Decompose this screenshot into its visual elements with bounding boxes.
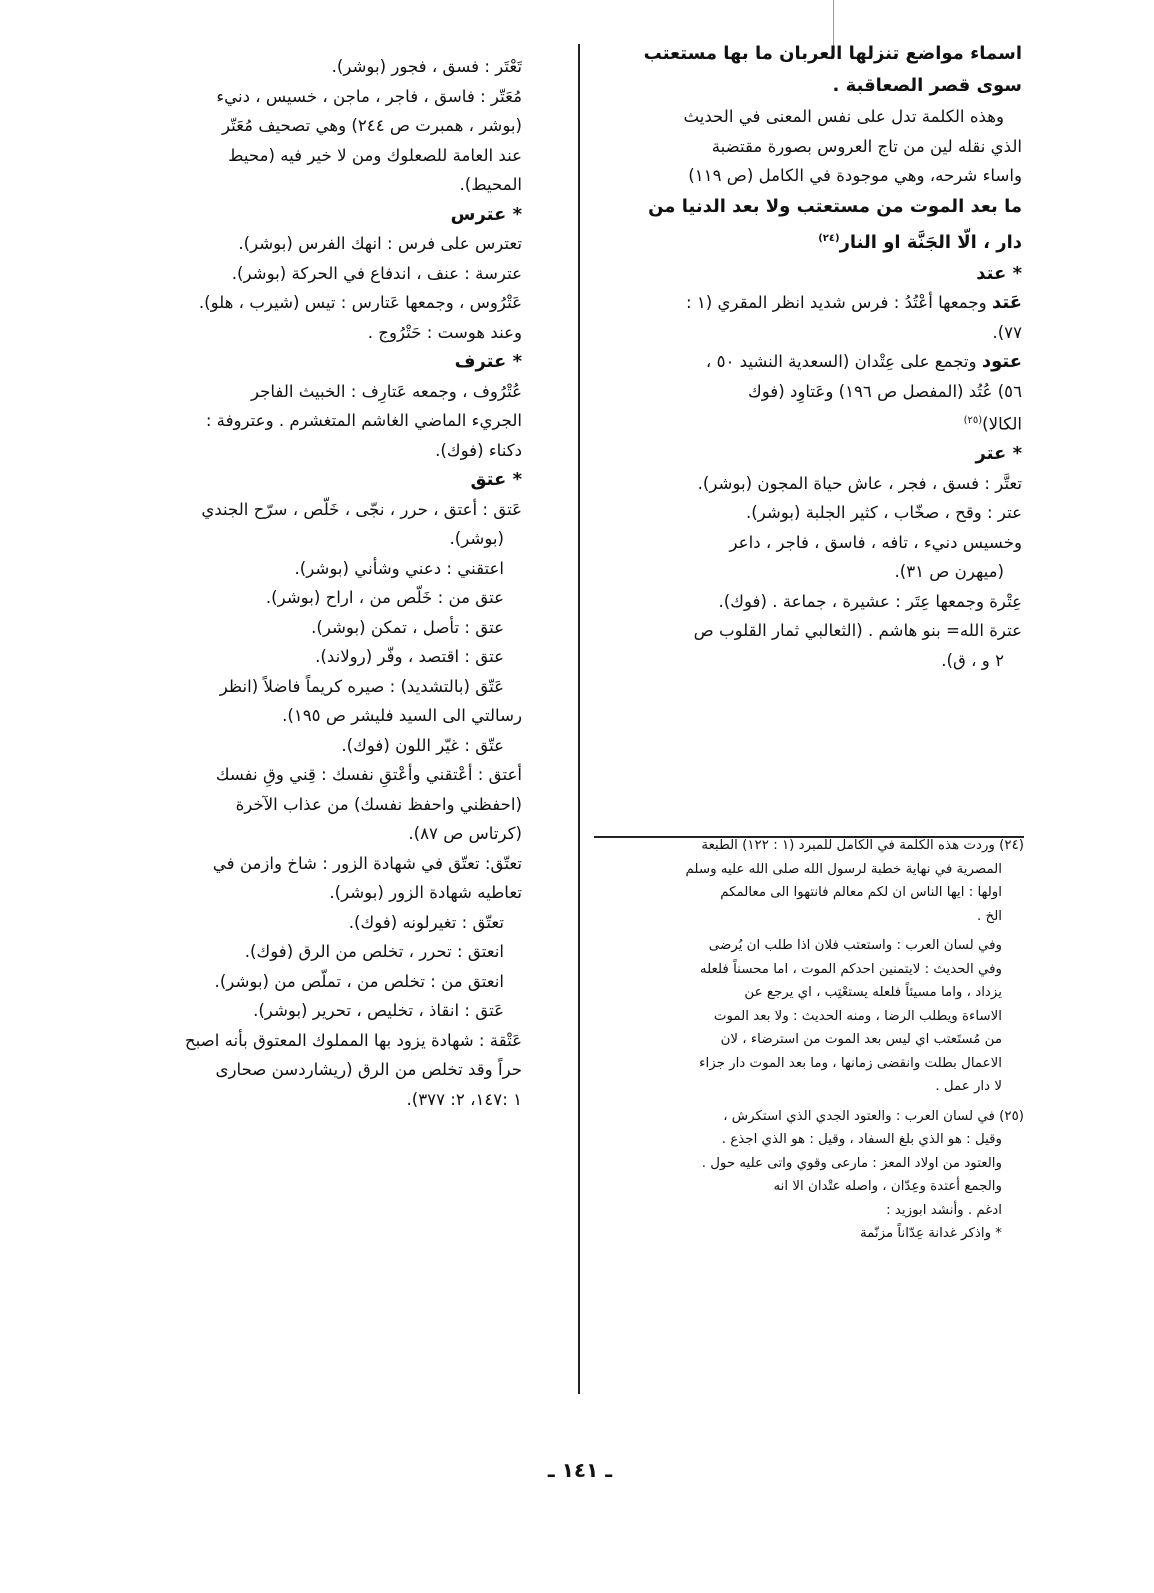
footnote-line: الاعمال بطلت وانقضى زمانها ، وما بعد الموت دار جزاء — [699, 1055, 1002, 1071]
entry-line: (احفظني واحفظ نفسك) من عذاب الآخرة — [235, 794, 522, 814]
entry-line: ٢ و ، ق). — [941, 650, 1004, 670]
entry-line: عَتق : أعتق ، حرر ، نجّى ، خَلّص ، سرّح الجندي — [201, 499, 522, 519]
footnote-line: المصرية في نهاية خطبة لرسول الله صلى الله عليه وسلم — [685, 861, 1002, 877]
footnote-line: * واذكر غدانة عِدّاناً مزنّمة — [859, 1226, 1002, 1241]
entry-line: المحيط). — [459, 175, 522, 194]
entry-line: دكناء (فوك). — [435, 440, 522, 460]
entry-line: ٥٦) عُتُد (المفصل ص ١٩٦) وعَتاوِد (فوك — [748, 381, 1022, 401]
entry-line: (بوشر ، همبرت ص ٢٤٤) وهي تصحيف مُعَتّر — [222, 116, 522, 135]
entry-line: أعتق : أعْتقني وأعْتقِ نفسك : قِني وقِ نفسك — [215, 765, 522, 784]
quote-text: دار ، الّا الجَنَّة او النار — [839, 231, 1022, 253]
footnote-line: الخ . — [977, 908, 1002, 924]
entry-line — [590, 288, 1022, 318]
entry-line: تعتَّر : فسق ، فجر ، عاش حياة المجون (بوشر). — [697, 473, 1022, 493]
footnote-line: من مُستَعتب اي ليس بعد الموت من استرضاء ، لان — [720, 1032, 1002, 1047]
entry-line: تعاطيه شهادة الزور (بوشر). — [329, 883, 522, 902]
entry-line: (بوشر). — [449, 529, 504, 548]
footnote-line: (٢٥) في لسان العرب : والعتود الجدي الذي استكرش ، — [723, 1108, 1024, 1124]
entry-line: (كرتاس ص ٨٧). — [408, 824, 522, 843]
entry-line: عَتْقة : شهادة يزود بها المملوك المعتوق بأنه اصبح — [184, 1030, 522, 1050]
entry-line: حراً وقد تخلص من الرق (ريشاردسن صحارى — [215, 1060, 522, 1079]
entry-line: عتق من : خَلّص من ، اراح (بوشر). — [265, 588, 504, 607]
entry-line: عتر : وقح ، صخّاب ، كثير الجلبة (بوشر). — [745, 503, 1022, 523]
footnote-ref: (٢٥) — [963, 415, 983, 426]
footnote-line: لا دار عمل . — [935, 1079, 1002, 1094]
entry-line: عند العامة للصعلوك ومن لا خير فيه (محيط — [228, 145, 522, 165]
section-head-atras: * عترس — [76, 200, 522, 230]
footnote-line: وقيل : هو الذي بلغ السفاد ، وقيل : هو الذي اجذع . — [721, 1132, 1002, 1147]
entry-line: تعترس على فرس : انهك الفرس (بوشر). — [238, 234, 522, 253]
footnote-line: يزداد ، واما مسيئاً فلعله يستعْتِب ، اي يرجع عن — [744, 985, 1002, 1000]
heading-line: سوى قصر الصعاقبة . — [832, 75, 1022, 96]
entry-line — [590, 406, 1022, 439]
paragraph-line: وهذه الكلمة تدل على نفس المعنى في الحديث — [683, 107, 1004, 126]
entry-line: تَعْتَر : فسق ، فجور (بوشر). — [331, 57, 522, 76]
footnote-line: وفي لسان العرب : واستعتب فلان اذا طلب ان يُرضى — [708, 938, 1002, 953]
entry-line: وخسيس دنيء ، تافه ، فاسق ، فاجر ، داعر — [729, 532, 1022, 552]
entry-line: عترسة : عنف ، اندفاع في الحركة (بوشر). — [231, 263, 522, 283]
entry-line: عِتْرة وجمعها عِتَر : عشيرة ، جماعة . (فوك). — [718, 591, 1022, 611]
footnote-line: (٢٤) وردت هذه الكلمة في الكامل للمبرد (١ : ١٢٢) الطبعة — [701, 838, 1024, 853]
section-head-atraf: * عترف — [76, 347, 522, 377]
footnote-line: والعتود من اولاد المعز : مارعى وقوي واتى عليه حول . — [701, 1155, 1002, 1171]
footnote-line: الاساءة ويطلب الرضا ، ومنه الحديث : ولا بعد الموت — [713, 1008, 1002, 1024]
entry-line: (ميهرن ص ٣١). — [894, 562, 1004, 582]
footnote-ref: (٢٤) — [818, 232, 840, 244]
entry-line: وعند هوست : حَتْرُوج . — [367, 322, 522, 342]
entry-line: مُعَتّر : فاسق ، فاجر ، ماجن ، خسيس ، دنيء — [216, 86, 522, 106]
entry-line: تعتّق: تعتّق في شهادة الزور : شاخ وازمن في — [212, 853, 522, 873]
paragraph-line: الذي نقله لين من تاج العروس بصورة مقتضبة — [711, 136, 1022, 156]
footnotes — [592, 834, 1024, 1246]
paragraph-line: واساء شرحه، وهي موجودة في الكامل (ص ١١٩) — [688, 166, 1022, 185]
entry-line: عتق : اقتصد ، وفّر (رولاند). — [315, 647, 504, 666]
entry-line: انعتق من : تخلص من ، تملّص من (بوشر). — [214, 971, 504, 991]
entry-text: وتجمع على عِتْدان (السعدية النشيد ٥٠ ، — [705, 352, 977, 371]
footnote-line: والجمع أعتدة وعِدّان ، واصله عتْدان الا انه — [773, 1179, 1002, 1194]
entry-line: عَتْرُوس ، وجمعها عَتارس : تيس (شيرب ، هلو). — [198, 293, 522, 312]
entry-text: وجمعها أعْتُدُ : فرس شديد انظر المقري (١ : — [686, 293, 987, 312]
section-head-ataq: * عتق — [76, 465, 522, 495]
quote-line: ما بعد الموت من مستعتب ولا بعد الدنيا من — [648, 195, 1022, 217]
entry-line: انعتق : تحرر ، تخلص من الرق (فوك). — [244, 942, 504, 961]
quote-line — [590, 223, 1022, 259]
entry-line: تعتّق : تغيرلونه (فوك). — [348, 912, 504, 932]
section-head-atar: * عتر — [590, 439, 1022, 469]
entry-line: عَتق : انقاذ ، تخليص ، تحرير (بوشر). — [253, 1001, 504, 1020]
entry-line: رسالتي الى السيد فليشر ص ١٩٥). — [282, 706, 522, 725]
page-number: ـ ١٤١ ـ — [547, 1458, 613, 1482]
heading-line: اسماء مواضع تنزلها العربان ما بها مستعتب — [643, 43, 1022, 64]
headword: عَتد — [991, 292, 1022, 313]
entry-line: عَتّق (بالتشديد) : صيره كريماً فاضلاً (انظر — [219, 676, 504, 696]
entry-line: عتق : تأصل ، تمكن (بوشر). — [311, 617, 504, 637]
entry-line: الجريء الماضي الغاشم المتغشرم . وعتروفة : — [205, 411, 522, 430]
footnote-line: اولها : ايها الناس ان لكم معالم فانتهوا الى معالمكم — [720, 885, 1002, 900]
footnote-line: وفي الحديث : لايتمنين احدكم الموت ، اما محسناً فلعله — [699, 961, 1002, 977]
entry-line — [590, 347, 1022, 377]
entry-line: عتّق : غيّر اللون (فوك). — [341, 735, 504, 755]
entry-line: عُتْرُوف ، وجمعه عَتارِف : الخبيث الفاجر — [250, 381, 522, 401]
section-head-atad: * عتد — [590, 259, 1022, 289]
footnote-line: ادغم . وأنشد ابوزيد : — [886, 1202, 1002, 1218]
entry-line: اعتقني : دعني وشأني (بوشر). — [294, 558, 504, 578]
entry-line: عترة الله= بنو هاشم . (الثعالبي ثمار القلوب ص — [693, 621, 1022, 641]
entry-text: الكالا) — [982, 414, 1022, 434]
left-column — [76, 52, 522, 1114]
entry-line: ٧٧). — [992, 322, 1022, 342]
column-divider — [578, 44, 580, 1394]
right-column — [590, 38, 1022, 675]
entry-line: ١ :١٤٧، ٢: ٣٧٧). — [406, 1089, 522, 1109]
headword: عتود — [981, 351, 1022, 372]
